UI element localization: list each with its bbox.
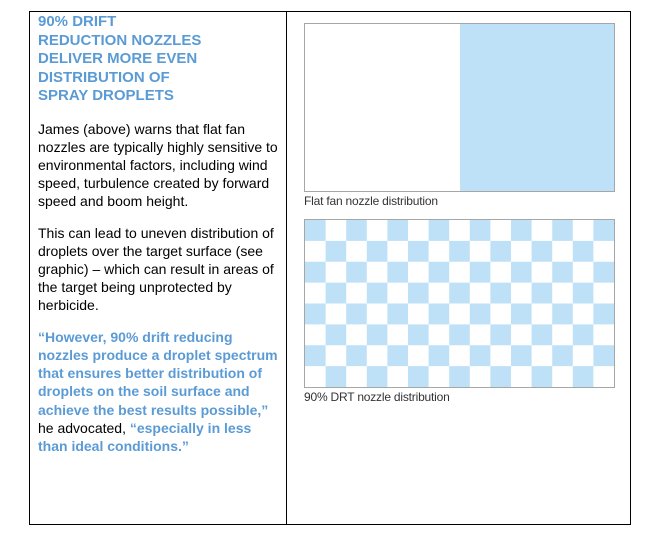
heading: 90% DRIFT REDUCTION NOZZLES DELIVER MORE EVEN DISTRIBUTION OF SPRAY DROPLETS [38, 13, 202, 104]
checker-square [408, 241, 429, 262]
checker-square [470, 220, 491, 241]
checker-square [490, 241, 511, 262]
checker-square [408, 366, 429, 387]
flat-fan-coverage-area [460, 24, 614, 191]
drt-distribution-graphic [304, 219, 615, 388]
checker-square [470, 345, 491, 366]
checker-square [552, 345, 573, 366]
checker-square [326, 283, 347, 304]
checker-square [573, 283, 594, 304]
flat-fan-caption: Flat fan nozzle distribution [304, 194, 438, 208]
checker-square [326, 366, 347, 387]
flat-fan-distribution-graphic [304, 23, 615, 192]
checker-square [305, 345, 326, 366]
checker-square [305, 304, 326, 325]
checker-square [346, 220, 367, 241]
checker-square [532, 241, 553, 262]
checker-square [346, 262, 367, 283]
checker-square [408, 283, 429, 304]
checker-square [449, 366, 470, 387]
checker-square [573, 241, 594, 262]
checker-square [367, 324, 388, 345]
checker-square [532, 324, 553, 345]
checker-square [387, 345, 408, 366]
checker-square [408, 324, 429, 345]
checker-square [367, 366, 388, 387]
checker-square [470, 262, 491, 283]
quote-tail: “especially in less than ideal conditions.” [38, 419, 252, 455]
checker-square [552, 304, 573, 325]
checker-square [346, 304, 367, 325]
checker-square [470, 304, 491, 325]
checker-square [532, 283, 553, 304]
checker-square [532, 366, 553, 387]
checker-square [573, 324, 594, 345]
quote [38, 328, 284, 456]
checker-square [429, 220, 450, 241]
checker-square [305, 220, 326, 241]
checker-square [490, 366, 511, 387]
checker-square [449, 283, 470, 304]
checker-square [429, 345, 450, 366]
checker-square [593, 345, 614, 366]
checker-square [305, 262, 326, 283]
checker-square [490, 324, 511, 345]
checker-square [326, 241, 347, 262]
checker-square [573, 366, 594, 387]
text-column [38, 13, 284, 456]
checker-square [387, 220, 408, 241]
drt-caption: 90% DRT nozzle distribution [304, 390, 450, 404]
checker-square [552, 220, 573, 241]
checker-square [429, 262, 450, 283]
checkerboard-pattern [305, 220, 614, 387]
checker-square [367, 241, 388, 262]
checker-square [511, 262, 532, 283]
checker-square [367, 283, 388, 304]
checker-square [346, 345, 367, 366]
checker-square [490, 283, 511, 304]
checker-square [593, 262, 614, 283]
paragraph-2: This can lead to uneven distribution of droplets over the target surface (see graphic) – which can result in areas of the target being unprotected by herbicide. [38, 224, 274, 313]
checker-square [593, 220, 614, 241]
checker-square [511, 345, 532, 366]
checker-square [593, 304, 614, 325]
column-divider [286, 11, 287, 525]
checker-square [387, 304, 408, 325]
quote-highlight: “However, 90% drift reducing nozzles produce a droplet spectrum that ensures better distribution of droplets on the soil surface and achieve the best results possible,” [38, 328, 278, 418]
checker-square [326, 324, 347, 345]
quote-attribution: he advocated, [38, 419, 130, 436]
checker-square [429, 304, 450, 325]
checker-square [449, 241, 470, 262]
paragraph-1: James (above) warns that flat fan nozzles are typically highly sensitive to environmental factors, including wind speed, turbulence created by forward speed and boom height. [38, 120, 278, 209]
checker-square [552, 262, 573, 283]
checker-square [511, 220, 532, 241]
checker-square [511, 304, 532, 325]
checker-square [449, 324, 470, 345]
checker-square [387, 262, 408, 283]
